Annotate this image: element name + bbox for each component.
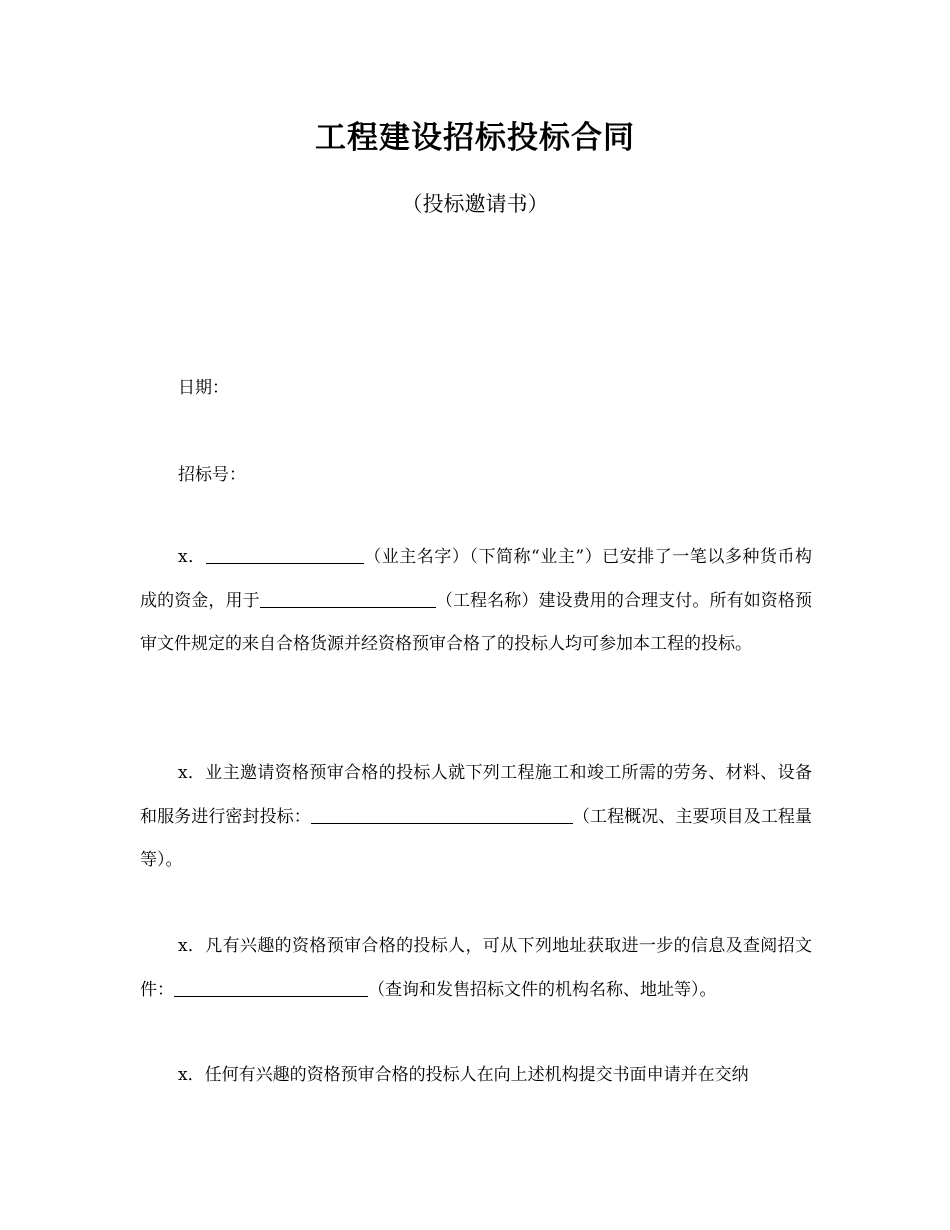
paragraph-2-number: x． (178, 763, 206, 783)
owner-name-blank (206, 545, 364, 564)
document-title: 工程建设招标投标合同 (315, 120, 635, 156)
paragraph-2-text-a: 业主邀请资格预审合格的投标人就下列工程施工和竣工所需的劳务、材料、设备和服务进行密封投标： (140, 763, 812, 827)
paragraph-4-number: x． (178, 1065, 205, 1085)
paragraph-3-text-a: 凡有兴趣的资格预审合格的投标人，可从下列地址获取进一步的信息及查阅招文件： (140, 936, 812, 1000)
bid-number-field: 招标号： (178, 465, 246, 485)
paragraph-1-number: x． (178, 547, 206, 567)
paragraph-1 (140, 536, 812, 667)
document-subtitle: （投标邀请书） (401, 192, 549, 216)
project-name-blank (260, 589, 436, 608)
paragraph-3 (140, 925, 812, 1012)
paragraph-3-number: x． (178, 936, 206, 956)
paragraph-1-text-b: （工程名称）建设费用的合理支付。所有如资格预审文件规定的来自合格货源并经资格预审合格了的投标人均可参加本工程的投标。 (140, 590, 813, 654)
paragraph-4 (140, 1054, 812, 1098)
paragraph-3-text-b: （查询和发售招标文件的机构名称、地址等）。 (368, 979, 717, 1000)
paragraph-2 (140, 752, 812, 883)
date-field: 日期： (178, 378, 229, 398)
paragraph-1-text-a: （业主名字）（下简称“业主”）已安排了一笔以多种货币构成的资金，用于 (140, 547, 812, 611)
agency-address-blank (174, 978, 368, 997)
project-overview-blank (311, 805, 573, 824)
paragraph-4-text-a: 任何有兴趣的资格预审合格的投标人在向上述机构提交书面申请并在交纳 (204, 1065, 749, 1085)
paragraph-2-text-b: （工程概况、主要项目及工程量等）。 (140, 806, 813, 870)
